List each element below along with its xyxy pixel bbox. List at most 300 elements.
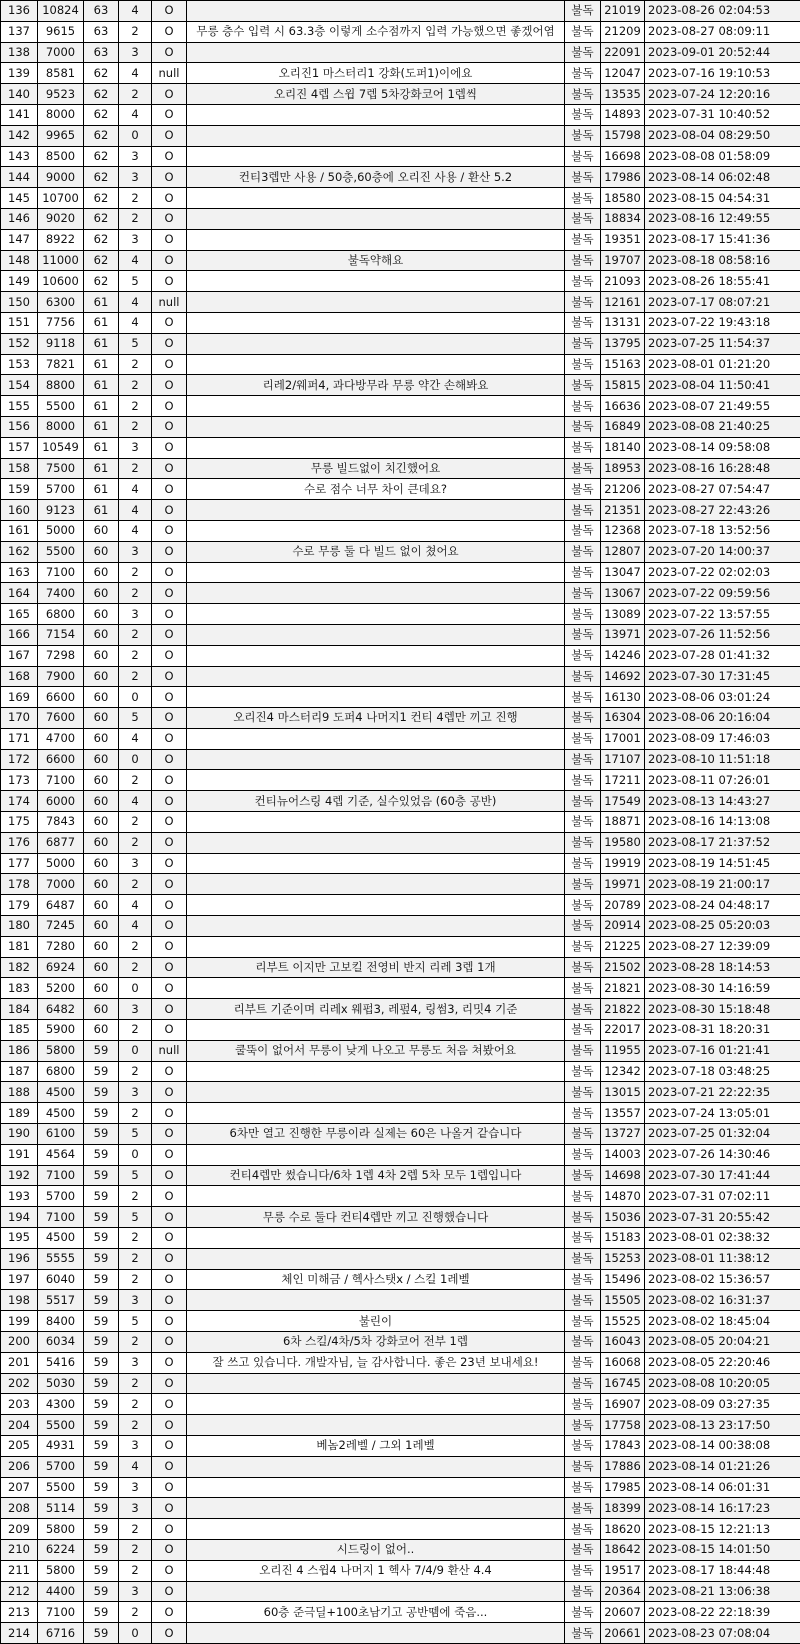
id-cell: 16745 (601, 1373, 645, 1394)
floor-cell: 60 (84, 541, 119, 562)
table-row (1, 1581, 800, 1602)
score-cell: 5500 (38, 1415, 84, 1436)
id-cell: 20789 (601, 895, 645, 916)
level-cell: 4 (119, 520, 152, 541)
score-cell: 4564 (38, 1144, 84, 1165)
class-cell: 불독 (565, 354, 601, 375)
status-cell: O (152, 479, 187, 500)
level-cell: 5 (119, 1207, 152, 1228)
table-row (1, 104, 800, 125)
timestamp-cell: 2023-08-15 04:54:31 (645, 188, 800, 209)
status-cell: O (152, 21, 187, 42)
floor-cell: 59 (84, 1519, 119, 1540)
status-cell: O (152, 770, 187, 791)
score-cell: 6487 (38, 895, 84, 916)
level-cell: 5 (119, 1165, 152, 1186)
row-index-cell: 202 (1, 1373, 38, 1394)
class-cell: 불독 (565, 375, 601, 396)
class-cell: 불독 (565, 1, 601, 22)
score-cell: 4500 (38, 1082, 84, 1103)
score-cell: 5800 (38, 1560, 84, 1581)
table-body (1, 1, 800, 1644)
row-index-cell: 210 (1, 1539, 38, 1560)
timestamp-cell: 2023-08-04 11:50:41 (645, 375, 800, 396)
comment-cell (187, 1290, 565, 1311)
comment-cell: 리부트 이지만 고보킬 전영비 반지 리레 3렙 1개 (187, 957, 565, 978)
floor-cell: 60 (84, 749, 119, 770)
status-cell: null (152, 1040, 187, 1061)
table-row (1, 687, 800, 708)
floor-cell: 62 (84, 208, 119, 229)
id-cell: 18642 (601, 1539, 645, 1560)
timestamp-cell: 2023-08-30 14:16:59 (645, 978, 800, 999)
row-index-cell: 143 (1, 146, 38, 167)
table-row (1, 1373, 800, 1394)
score-cell: 6600 (38, 749, 84, 770)
level-cell: 3 (119, 42, 152, 63)
floor-cell: 60 (84, 936, 119, 957)
score-cell: 4500 (38, 1228, 84, 1249)
table-row (1, 416, 800, 437)
row-index-cell: 159 (1, 479, 38, 500)
id-cell: 21209 (601, 21, 645, 42)
level-cell: 2 (119, 375, 152, 396)
level-cell: 4 (119, 479, 152, 500)
status-cell: O (152, 146, 187, 167)
comment-cell (187, 1020, 565, 1041)
class-cell: 불독 (565, 1623, 601, 1644)
floor-cell: 59 (84, 1456, 119, 1477)
timestamp-cell: 2023-08-17 15:41:36 (645, 229, 800, 250)
id-cell: 19351 (601, 229, 645, 250)
floor-cell: 61 (84, 479, 119, 500)
class-cell: 불독 (565, 333, 601, 354)
score-cell: 7400 (38, 583, 84, 604)
id-cell: 13015 (601, 1082, 645, 1103)
floor-cell: 60 (84, 728, 119, 749)
floor-cell: 60 (84, 624, 119, 645)
floor-cell: 60 (84, 895, 119, 916)
comment-cell (187, 874, 565, 895)
score-cell: 5700 (38, 1456, 84, 1477)
status-cell: O (152, 125, 187, 146)
class-cell: 불독 (565, 416, 601, 437)
level-cell: 2 (119, 1269, 152, 1290)
floor-cell: 60 (84, 832, 119, 853)
status-cell: O (152, 604, 187, 625)
floor-cell: 61 (84, 500, 119, 521)
table-row (1, 250, 800, 271)
table-row (1, 1352, 800, 1373)
row-index-cell: 153 (1, 354, 38, 375)
table-row (1, 458, 800, 479)
score-cell: 10824 (38, 1, 84, 22)
class-cell: 불독 (565, 1498, 601, 1519)
class-cell: 불독 (565, 167, 601, 188)
timestamp-cell: 2023-07-18 03:48:25 (645, 1061, 800, 1082)
row-index-cell: 207 (1, 1477, 38, 1498)
class-cell: 불독 (565, 500, 601, 521)
status-cell: O (152, 1269, 187, 1290)
floor-cell: 59 (84, 1144, 119, 1165)
comment-cell (187, 687, 565, 708)
class-cell: 불독 (565, 1061, 601, 1082)
floor-cell: 60 (84, 583, 119, 604)
table-row (1, 520, 800, 541)
score-cell: 5500 (38, 396, 84, 417)
class-cell: 불독 (565, 1352, 601, 1373)
timestamp-cell: 2023-08-04 08:29:50 (645, 125, 800, 146)
row-index-cell: 174 (1, 791, 38, 812)
status-cell: O (152, 208, 187, 229)
timestamp-cell: 2023-08-26 02:04:53 (645, 1, 800, 22)
table-row (1, 375, 800, 396)
table-row (1, 583, 800, 604)
row-index-cell: 166 (1, 624, 38, 645)
score-cell: 6877 (38, 832, 84, 853)
id-cell: 16043 (601, 1332, 645, 1353)
score-cell: 7298 (38, 645, 84, 666)
table-row (1, 1394, 800, 1415)
level-cell: 4 (119, 63, 152, 84)
row-index-cell: 199 (1, 1311, 38, 1332)
timestamp-cell: 2023-08-05 20:04:21 (645, 1332, 800, 1353)
id-cell: 19919 (601, 853, 645, 874)
status-cell: O (152, 645, 187, 666)
floor-cell: 59 (84, 1352, 119, 1373)
comment-cell (187, 562, 565, 583)
id-cell: 18620 (601, 1519, 645, 1540)
row-index-cell: 137 (1, 21, 38, 42)
status-cell: O (152, 1207, 187, 1228)
level-cell: 4 (119, 1456, 152, 1477)
table-row (1, 1061, 800, 1082)
class-cell: 불독 (565, 1602, 601, 1623)
class-cell: 불독 (565, 1165, 601, 1186)
timestamp-cell: 2023-08-14 00:38:08 (645, 1435, 800, 1456)
status-cell: O (152, 229, 187, 250)
floor-cell: 59 (84, 1415, 119, 1436)
timestamp-cell: 2023-08-02 15:36:57 (645, 1269, 800, 1290)
floor-cell: 60 (84, 770, 119, 791)
status-cell: O (152, 1352, 187, 1373)
floor-cell: 62 (84, 229, 119, 250)
floor-cell: 61 (84, 416, 119, 437)
comment-cell (187, 1144, 565, 1165)
level-cell: 3 (119, 541, 152, 562)
id-cell: 14893 (601, 104, 645, 125)
floor-cell: 59 (84, 1186, 119, 1207)
id-cell: 15183 (601, 1228, 645, 1249)
floor-cell: 60 (84, 874, 119, 895)
status-cell: O (152, 1, 187, 22)
level-cell: 2 (119, 208, 152, 229)
status-cell: O (152, 42, 187, 63)
comment-cell (187, 146, 565, 167)
id-cell: 19707 (601, 250, 645, 271)
class-cell: 불독 (565, 978, 601, 999)
class-cell: 불독 (565, 666, 601, 687)
class-cell: 불독 (565, 1456, 601, 1477)
table-row (1, 666, 800, 687)
floor-cell: 60 (84, 978, 119, 999)
status-cell: O (152, 375, 187, 396)
status-cell: O (152, 895, 187, 916)
status-cell: O (152, 624, 187, 645)
id-cell: 13795 (601, 333, 645, 354)
floor-cell: 60 (84, 812, 119, 833)
comment-cell (187, 1456, 565, 1477)
comment-cell (187, 333, 565, 354)
score-cell: 7000 (38, 874, 84, 895)
floor-cell: 59 (84, 1373, 119, 1394)
level-cell: 2 (119, 936, 152, 957)
row-index-cell: 181 (1, 936, 38, 957)
class-cell: 불독 (565, 84, 601, 105)
table-row (1, 396, 800, 417)
comment-cell: 리부트 기준이며 리레x 웨펍3, 레펖4, 링썸3, 리밋4 기준 (187, 999, 565, 1020)
level-cell: 2 (119, 1602, 152, 1623)
floor-cell: 63 (84, 1, 119, 22)
row-index-cell: 179 (1, 895, 38, 916)
floor-cell: 59 (84, 1581, 119, 1602)
timestamp-cell: 2023-07-16 19:10:53 (645, 63, 800, 84)
comment-cell: 쿨뚝이 없어서 무릉이 낮게 나오고 무릉도 처음 쳐봤어요 (187, 1040, 565, 1061)
status-cell: O (152, 1248, 187, 1269)
timestamp-cell: 2023-07-22 09:59:56 (645, 583, 800, 604)
row-index-cell: 187 (1, 1061, 38, 1082)
table-row (1, 1248, 800, 1269)
row-index-cell: 160 (1, 500, 38, 521)
class-cell: 불독 (565, 957, 601, 978)
floor-cell: 59 (84, 1290, 119, 1311)
comment-cell: 베놈2레벨 / 그외 1레벨 (187, 1435, 565, 1456)
comment-cell (187, 666, 565, 687)
row-index-cell: 154 (1, 375, 38, 396)
table-row (1, 479, 800, 500)
comment-cell (187, 208, 565, 229)
score-cell: 8922 (38, 229, 84, 250)
table-row (1, 333, 800, 354)
status-cell: O (152, 1290, 187, 1311)
id-cell: 16304 (601, 708, 645, 729)
status-cell: O (152, 978, 187, 999)
comment-cell: 리레2/웨퍼4, 과다방무라 무릉 약간 손해봐요 (187, 375, 565, 396)
class-cell: 불독 (565, 1539, 601, 1560)
floor-cell: 62 (84, 250, 119, 271)
timestamp-cell: 2023-08-07 21:49:55 (645, 396, 800, 417)
class-cell: 불독 (565, 63, 601, 84)
level-cell: 0 (119, 1623, 152, 1644)
level-cell: 4 (119, 728, 152, 749)
score-cell: 5500 (38, 541, 84, 562)
comment-cell (187, 853, 565, 874)
class-cell: 불독 (565, 229, 601, 250)
score-cell: 7900 (38, 666, 84, 687)
level-cell: 4 (119, 312, 152, 333)
row-index-cell: 138 (1, 42, 38, 63)
status-cell: O (152, 1061, 187, 1082)
class-cell: 불독 (565, 936, 601, 957)
class-cell: 불독 (565, 1228, 601, 1249)
level-cell: 0 (119, 125, 152, 146)
class-cell: 불독 (565, 1248, 601, 1269)
table-row (1, 1560, 800, 1581)
comment-cell: 오리진1 마스터리1 강화(도퍼1)이에요 (187, 63, 565, 84)
table-row (1, 791, 800, 812)
level-cell: 2 (119, 1103, 152, 1124)
timestamp-cell: 2023-07-26 11:52:56 (645, 624, 800, 645)
class-cell: 불독 (565, 1394, 601, 1415)
row-index-cell: 163 (1, 562, 38, 583)
floor-cell: 62 (84, 63, 119, 84)
score-cell: 7100 (38, 1602, 84, 1623)
floor-cell: 60 (84, 604, 119, 625)
class-cell: 불독 (565, 437, 601, 458)
score-cell: 7500 (38, 458, 84, 479)
timestamp-cell: 2023-07-31 20:55:42 (645, 1207, 800, 1228)
row-index-cell: 196 (1, 1248, 38, 1269)
class-cell: 불독 (565, 1332, 601, 1353)
floor-cell: 61 (84, 396, 119, 417)
class-cell: 불독 (565, 916, 601, 937)
level-cell: 2 (119, 1394, 152, 1415)
class-cell: 불독 (565, 396, 601, 417)
table-row (1, 208, 800, 229)
id-cell: 18871 (601, 812, 645, 833)
class-cell: 불독 (565, 624, 601, 645)
id-cell: 21225 (601, 936, 645, 957)
table-row (1, 312, 800, 333)
floor-cell: 60 (84, 562, 119, 583)
row-index-cell: 139 (1, 63, 38, 84)
level-cell: 4 (119, 895, 152, 916)
comment-cell (187, 624, 565, 645)
timestamp-cell: 2023-08-15 12:21:13 (645, 1519, 800, 1540)
comment-cell (187, 749, 565, 770)
row-index-cell: 168 (1, 666, 38, 687)
status-cell: O (152, 416, 187, 437)
class-cell: 불독 (565, 1082, 601, 1103)
score-cell: 7100 (38, 1165, 84, 1186)
floor-cell: 62 (84, 84, 119, 105)
floor-cell: 62 (84, 146, 119, 167)
level-cell: 2 (119, 84, 152, 105)
level-cell: 2 (119, 1415, 152, 1436)
comment-cell (187, 895, 565, 916)
floor-cell: 59 (84, 1394, 119, 1415)
timestamp-cell: 2023-08-30 15:18:48 (645, 999, 800, 1020)
timestamp-cell: 2023-08-01 01:21:20 (645, 354, 800, 375)
level-cell: 0 (119, 1040, 152, 1061)
timestamp-cell: 2023-07-16 01:21:41 (645, 1040, 800, 1061)
level-cell: 2 (119, 583, 152, 604)
timestamp-cell: 2023-08-17 21:37:52 (645, 832, 800, 853)
level-cell: 3 (119, 1082, 152, 1103)
floor-cell: 61 (84, 458, 119, 479)
timestamp-cell: 2023-08-18 08:58:16 (645, 250, 800, 271)
status-cell: O (152, 999, 187, 1020)
status-cell: O (152, 1228, 187, 1249)
status-cell: null (152, 63, 187, 84)
table-row (1, 853, 800, 874)
row-index-cell: 141 (1, 104, 38, 125)
level-cell: 2 (119, 624, 152, 645)
class-cell: 불독 (565, 1581, 601, 1602)
score-cell: 5030 (38, 1373, 84, 1394)
level-cell: 2 (119, 1332, 152, 1353)
class-cell: 불독 (565, 749, 601, 770)
class-cell: 불독 (565, 1186, 601, 1207)
floor-cell: 61 (84, 437, 119, 458)
class-cell: 불독 (565, 1124, 601, 1145)
table-row (1, 1207, 800, 1228)
level-cell: 0 (119, 687, 152, 708)
id-cell: 14698 (601, 1165, 645, 1186)
score-cell: 11000 (38, 250, 84, 271)
level-cell: 4 (119, 791, 152, 812)
row-index-cell: 146 (1, 208, 38, 229)
score-cell: 5800 (38, 1519, 84, 1540)
class-cell: 불독 (565, 250, 601, 271)
score-cell: 7600 (38, 708, 84, 729)
timestamp-cell: 2023-07-24 13:05:01 (645, 1103, 800, 1124)
timestamp-cell: 2023-08-14 06:02:48 (645, 167, 800, 188)
comment-cell (187, 500, 565, 521)
id-cell: 12368 (601, 520, 645, 541)
score-cell: 5517 (38, 1290, 84, 1311)
row-index-cell: 173 (1, 770, 38, 791)
score-cell: 4400 (38, 1581, 84, 1602)
class-cell: 불독 (565, 271, 601, 292)
comment-cell (187, 936, 565, 957)
comment-cell (187, 520, 565, 541)
timestamp-cell: 2023-08-16 16:28:48 (645, 458, 800, 479)
floor-cell: 61 (84, 312, 119, 333)
timestamp-cell: 2023-08-27 08:09:11 (645, 21, 800, 42)
row-index-cell: 172 (1, 749, 38, 770)
score-cell: 8500 (38, 146, 84, 167)
score-cell: 7245 (38, 916, 84, 937)
class-cell: 불독 (565, 853, 601, 874)
comment-cell (187, 1248, 565, 1269)
score-cell: 9523 (38, 84, 84, 105)
row-index-cell: 212 (1, 1581, 38, 1602)
score-cell: 5200 (38, 978, 84, 999)
class-cell: 불독 (565, 1435, 601, 1456)
table-row (1, 1124, 800, 1145)
score-cell: 5700 (38, 1186, 84, 1207)
row-index-cell: 152 (1, 333, 38, 354)
row-index-cell: 209 (1, 1519, 38, 1540)
level-cell: 5 (119, 333, 152, 354)
row-index-cell: 213 (1, 1602, 38, 1623)
level-cell: 2 (119, 874, 152, 895)
status-cell: O (152, 500, 187, 521)
level-cell: 3 (119, 437, 152, 458)
class-cell: 불독 (565, 687, 601, 708)
row-index-cell: 177 (1, 853, 38, 874)
id-cell: 21206 (601, 479, 645, 500)
status-cell: O (152, 1560, 187, 1581)
level-cell: 2 (119, 1186, 152, 1207)
id-cell: 19580 (601, 832, 645, 853)
score-cell: 9615 (38, 21, 84, 42)
comment-cell (187, 1498, 565, 1519)
id-cell: 14692 (601, 666, 645, 687)
table-row (1, 916, 800, 937)
table-row (1, 832, 800, 853)
